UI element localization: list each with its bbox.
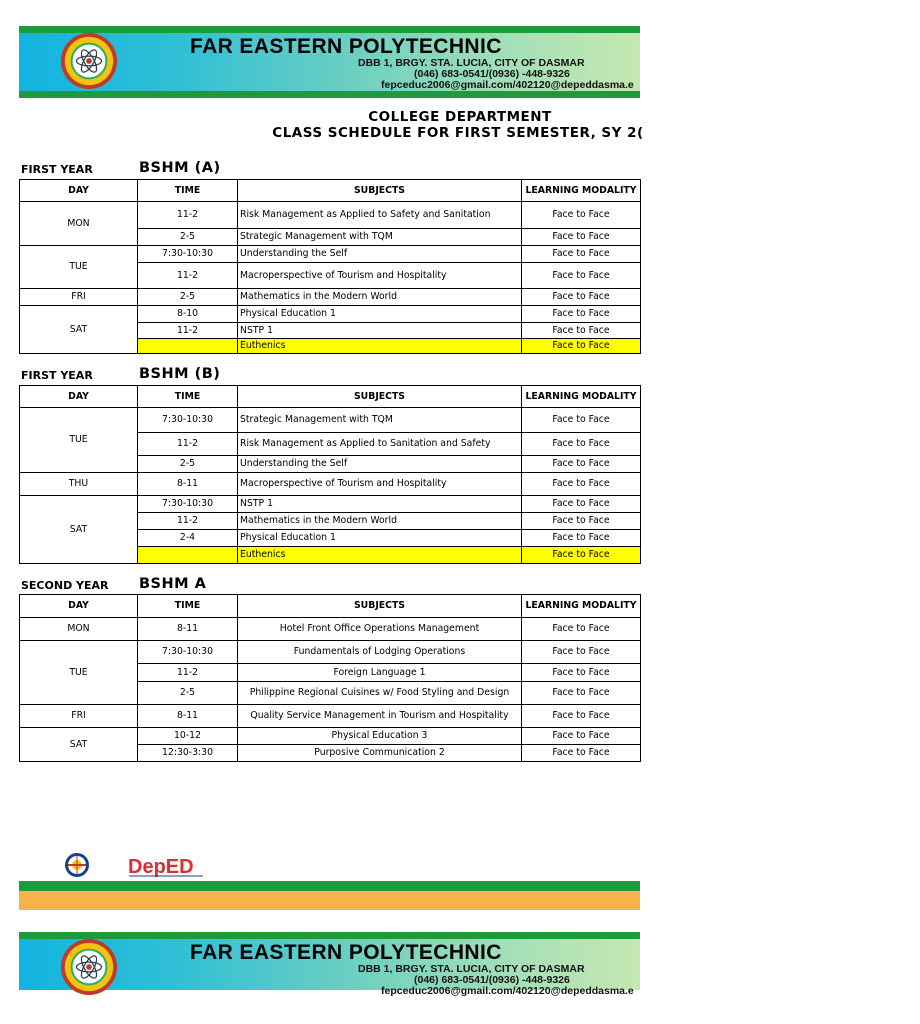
column-header: TIME <box>138 386 238 408</box>
column-header: SUBJECTS <box>238 180 522 202</box>
school-email: fepceduc2006@gmail.com/402120@depeddasma.e <box>381 79 634 91</box>
subject-cell: Fundamentals of Lodging Operations <box>238 641 522 664</box>
year-label: FIRST YEAR <box>21 163 93 176</box>
modality-cell: Face to Face <box>522 289 641 306</box>
modality-cell: Face to Face <box>522 229 641 246</box>
table-row <box>20 618 641 641</box>
section-name: BSHM A <box>139 576 207 592</box>
column-header: DAY <box>20 180 138 202</box>
column-header: LEARNING MODALITY <box>522 595 641 618</box>
subject-cell: Philippine Regional Cuisines w/ Food Styling and Design <box>238 682 522 705</box>
modality-cell: Face to Face <box>522 339 641 354</box>
schedule-table <box>19 385 641 564</box>
subject-cell: NSTP 1 <box>238 323 522 339</box>
modality-cell: Face to Face <box>522 530 641 547</box>
modality-cell: Face to Face <box>522 306 641 323</box>
time-cell: 8-10 <box>138 306 238 323</box>
subject-cell: Foreign Language 1 <box>238 664 522 682</box>
day-cell: THU <box>20 473 138 496</box>
time-cell: 11-2 <box>138 513 238 530</box>
modality-cell: Face to Face <box>522 664 641 682</box>
column-header: SUBJECTS <box>238 386 522 408</box>
time-cell: 8-11 <box>138 618 238 641</box>
subject-cell: Macroperspective of Tourism and Hospitality <box>238 263 522 289</box>
time-cell: 11-2 <box>138 323 238 339</box>
deped-logos-icon <box>55 850 235 880</box>
time-cell: 11-2 <box>138 263 238 289</box>
school-email: fepceduc2006@gmail.com/402120@depeddasma.e <box>381 985 634 997</box>
school-seal-icon <box>60 938 118 996</box>
school-seal-icon <box>60 32 118 90</box>
modality-cell: Face to Face <box>522 728 641 745</box>
modality-cell: Face to Face <box>522 745 641 762</box>
modality-cell: Face to Face <box>522 641 641 664</box>
footer-stripe <box>19 881 640 891</box>
table-row <box>20 202 641 229</box>
time-cell: 2-5 <box>138 229 238 246</box>
department-title: COLLEGE DEPARTMENT <box>368 109 552 125</box>
time-cell: 7:30-10:30 <box>138 496 238 513</box>
table-header-row <box>20 386 641 408</box>
schedule-table <box>19 179 641 354</box>
time-cell: 7:30-10:30 <box>138 641 238 664</box>
column-header: DAY <box>20 595 138 618</box>
year-label: SECOND YEAR <box>21 579 109 592</box>
subject-cell: Hotel Front Office Operations Management <box>238 618 522 641</box>
time-cell: 7:30-10:30 <box>138 408 238 433</box>
column-header: LEARNING MODALITY <box>522 386 641 408</box>
column-header: TIME <box>138 595 238 618</box>
modality-cell: Face to Face <box>522 618 641 641</box>
subject-cell: Understanding the Self <box>238 246 522 263</box>
schedule-table <box>19 594 641 762</box>
subject-cell: Risk Management as Applied to Safety and Sanitation <box>238 202 522 229</box>
school-phone: (046) 683-0541/(0936) -448-9326 <box>414 974 570 986</box>
time-cell: 11-2 <box>138 202 238 229</box>
subject-cell: Understanding the Self <box>238 456 522 473</box>
subject-cell: Mathematics in the Modern World <box>238 289 522 306</box>
modality-cell: Face to Face <box>522 408 641 433</box>
table-row <box>20 728 641 745</box>
time-cell: 10-12 <box>138 728 238 745</box>
time-cell: 2-5 <box>138 456 238 473</box>
section-name: BSHM (B) <box>139 366 221 382</box>
column-header: DAY <box>20 386 138 408</box>
table-row <box>20 473 641 496</box>
subject-cell: Physical Education 1 <box>238 306 522 323</box>
day-cell: SAT <box>20 728 138 762</box>
school-address: DBB 1, BRGY. STA. LUCIA, CITY OF DASMAR <box>358 57 585 69</box>
time-cell: 2-5 <box>138 682 238 705</box>
modality-cell: Face to Face <box>522 456 641 473</box>
subject-cell: Physical Education 3 <box>238 728 522 745</box>
table-row <box>20 641 641 664</box>
modality-cell: Face to Face <box>522 705 641 728</box>
day-cell: MON <box>20 618 138 641</box>
time-cell: 12:30-3:30 <box>138 745 238 762</box>
column-header: LEARNING MODALITY <box>522 180 641 202</box>
subject-cell: Macroperspective of Tourism and Hospitality <box>238 473 522 496</box>
table-row <box>20 408 641 433</box>
column-header: TIME <box>138 180 238 202</box>
school-name: FAR EASTERN POLYTECHNIC <box>190 941 502 964</box>
table-row <box>20 705 641 728</box>
time-cell: 11-2 <box>138 664 238 682</box>
subject-cell: Risk Management as Applied to Sanitation and Safety <box>238 433 522 456</box>
time-cell: 2-4 <box>138 530 238 547</box>
modality-cell: Face to Face <box>522 323 641 339</box>
modality-cell: Face to Face <box>522 473 641 496</box>
table-row <box>20 246 641 263</box>
subject-cell: Mathematics in the Modern World <box>238 513 522 530</box>
time-cell <box>138 339 238 354</box>
letterhead-banner-bottom <box>19 932 640 997</box>
modality-cell: Face to Face <box>522 433 641 456</box>
banner-stripe <box>19 91 640 98</box>
time-cell: 8-11 <box>138 705 238 728</box>
day-cell: TUE <box>20 641 138 705</box>
day-cell: MON <box>20 202 138 246</box>
school-phone: (046) 683-0541/(0936) -448-9326 <box>414 68 570 80</box>
schedule-title: CLASS SCHEDULE FOR FIRST SEMESTER, SY 2( <box>272 125 644 141</box>
day-cell: SAT <box>20 306 138 354</box>
modality-cell: Face to Face <box>522 547 641 564</box>
footer-band <box>19 891 640 910</box>
deped-wordmark: DepED <box>128 856 194 878</box>
modality-cell: Face to Face <box>522 513 641 530</box>
day-cell: FRI <box>20 705 138 728</box>
table-row <box>20 289 641 306</box>
day-cell: TUE <box>20 408 138 473</box>
school-name: FAR EASTERN POLYTECHNIC <box>190 35 502 58</box>
subject-cell: Euthenics <box>238 547 522 564</box>
letterhead-banner-top <box>19 26 640 98</box>
section-name: BSHM (A) <box>139 160 221 176</box>
subject-cell: Purposive Communication 2 <box>238 745 522 762</box>
modality-cell: Face to Face <box>522 263 641 289</box>
school-address: DBB 1, BRGY. STA. LUCIA, CITY OF DASMAR <box>358 963 585 975</box>
table-row <box>20 496 641 513</box>
footer-logos <box>55 850 235 880</box>
subject-cell: Strategic Management with TQM <box>238 408 522 433</box>
modality-cell: Face to Face <box>522 496 641 513</box>
column-header: SUBJECTS <box>238 595 522 618</box>
subject-cell: Quality Service Management in Tourism and Hospitality <box>238 705 522 728</box>
subject-cell: Euthenics <box>238 339 522 354</box>
subject-cell: Physical Education 1 <box>238 530 522 547</box>
subject-cell: Strategic Management with TQM <box>238 229 522 246</box>
table-header-row <box>20 595 641 618</box>
day-cell: SAT <box>20 496 138 564</box>
day-cell: TUE <box>20 246 138 289</box>
time-cell: 11-2 <box>138 433 238 456</box>
table-row <box>20 306 641 323</box>
modality-cell: Face to Face <box>522 202 641 229</box>
time-cell: 7:30-10:30 <box>138 246 238 263</box>
modality-cell: Face to Face <box>522 246 641 263</box>
table-header-row <box>20 180 641 202</box>
time-cell: 2-5 <box>138 289 238 306</box>
time-cell <box>138 547 238 564</box>
subject-cell: NSTP 1 <box>238 496 522 513</box>
year-label: FIRST YEAR <box>21 369 93 382</box>
modality-cell: Face to Face <box>522 682 641 705</box>
day-cell: FRI <box>20 289 138 306</box>
time-cell: 8-11 <box>138 473 238 496</box>
